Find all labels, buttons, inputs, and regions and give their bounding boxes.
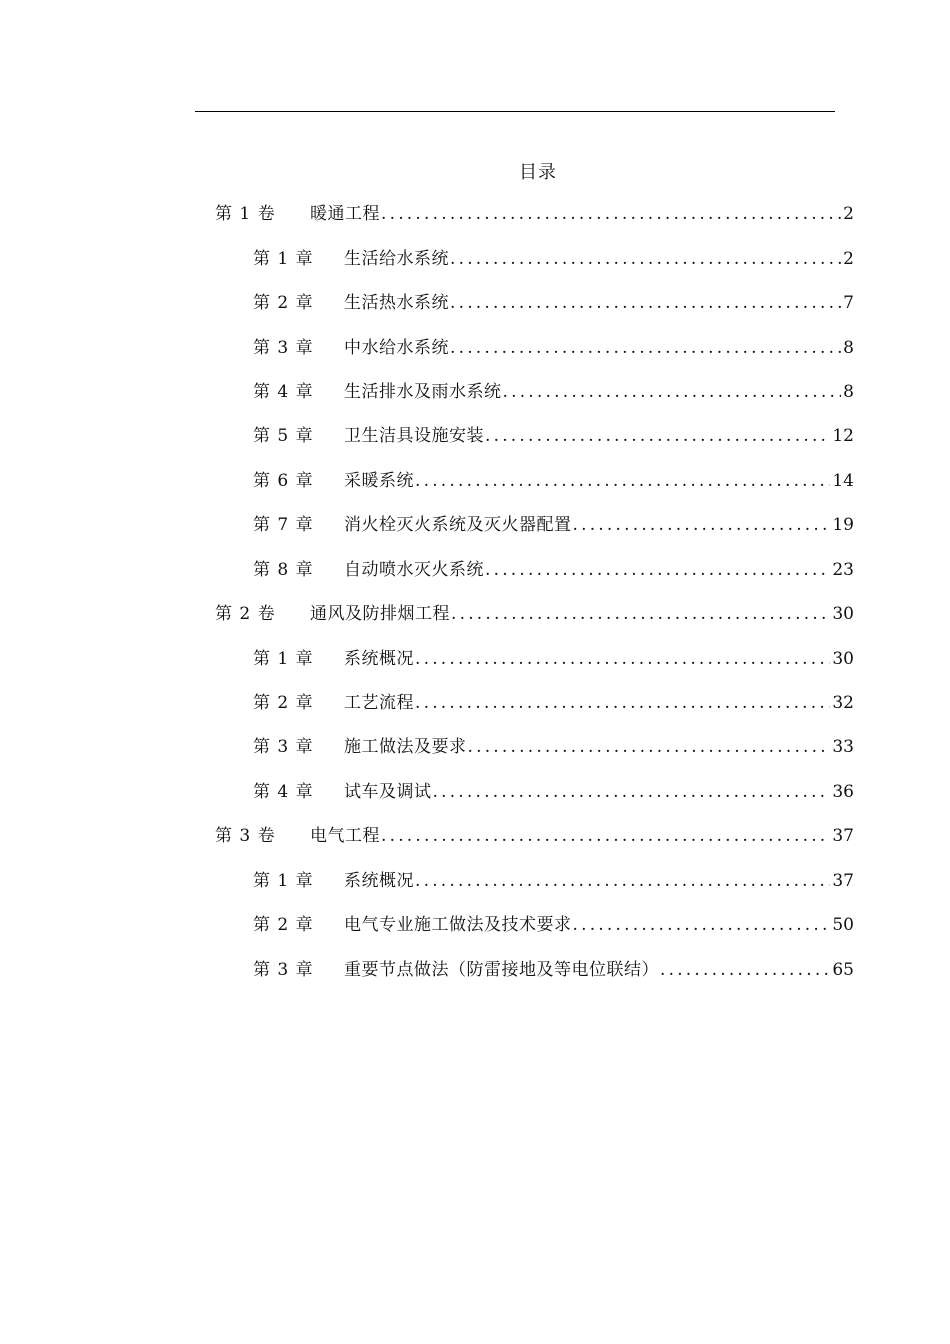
toc-entry-number: 第 2 章 [253,915,314,935]
dot-leader [380,202,841,226]
toc-entry-page: 33 [832,737,854,757]
toc-entry-title: 通风及防排烟工程 [310,604,450,624]
toc-entry-page: 37 [832,871,854,891]
toc-entry-title: 自动喷水灭火系统 [344,560,484,580]
toc-entry-title: 系统概况 [344,871,414,891]
toc-entry-title: 重要节点做法（防雷接地及等电位联结） [344,960,659,980]
toc-entry-page: 32 [832,693,854,713]
toc-entry-title: 系统概况 [344,649,414,669]
toc-entry-page: 2 [843,204,854,224]
toc-entry-number: 第 3 章 [253,338,314,358]
toc-entry-chapter[interactable] [253,291,854,315]
toc-entry-number: 第 2 卷 [215,604,276,624]
toc-entry-chapter[interactable] [253,691,854,715]
toc-entry-number: 第 5 章 [253,426,314,446]
toc-entry-page: 2 [843,249,854,269]
toc-entry-page: 12 [832,426,854,446]
toc-entry-number: 第 1 章 [253,871,314,891]
toc-entry-chapter[interactable] [253,380,854,404]
toc-entry-page: 14 [832,471,854,491]
toc-entry-page: 8 [843,382,854,402]
toc-entry-title: 生活排水及雨水系统 [344,382,502,402]
toc-entry-title: 卫生洁具设施安装 [344,426,484,446]
dot-leader [449,247,841,271]
toc-title: 目录 [519,162,557,183]
toc-entry-page: 30 [832,604,854,624]
toc-entry-volume[interactable] [215,824,854,848]
toc-entry-number: 第 6 章 [253,471,314,491]
dot-leader [484,424,830,448]
dot-leader [449,336,841,360]
toc-entry-page: 50 [832,915,854,935]
toc-entry-chapter[interactable] [253,958,854,982]
toc-entry-volume[interactable] [215,602,854,626]
dot-leader [484,558,830,582]
toc-entry-page: 7 [843,293,854,313]
dot-leader [467,735,831,759]
toc-entry-chapter[interactable] [253,647,854,671]
toc-entry-page: 36 [832,782,854,802]
toc-entry-number: 第 3 章 [253,737,314,757]
dot-leader [432,780,831,804]
toc-entry-chapter[interactable] [253,913,854,937]
toc-entry-title: 电气工程 [310,826,380,846]
toc-entry-page: 19 [832,515,854,535]
dot-leader [572,913,831,937]
toc-entry-chapter[interactable] [253,336,854,360]
toc-entry-title: 中水给水系统 [344,338,449,358]
toc-entry-chapter[interactable] [253,869,854,893]
toc-entry-chapter[interactable] [253,780,854,804]
toc-entry-number: 第 1 章 [253,249,314,269]
toc-entry-chapter[interactable] [253,424,854,448]
toc-entry-title: 生活给水系统 [344,249,449,269]
toc-entry-title: 工艺流程 [344,693,414,713]
toc-entry-title: 暖通工程 [310,204,380,224]
toc-entry-number: 第 3 章 [253,960,314,980]
dot-leader [502,380,842,404]
dot-leader [414,869,830,893]
toc-entry-page: 23 [832,560,854,580]
toc-entry-title: 消火栓灭火系统及灭火器配置 [344,515,572,535]
dot-leader [414,691,830,715]
toc-entry-page: 8 [843,338,854,358]
dot-leader [572,513,831,537]
toc-entry-number: 第 4 章 [253,782,314,802]
toc-entry-chapter[interactable] [253,247,854,271]
toc-entry-number: 第 2 章 [253,293,314,313]
dot-leader [450,602,830,626]
toc-entry-number: 第 1 章 [253,649,314,669]
toc-entry-page: 37 [832,826,854,846]
toc-entry-number: 第 8 章 [253,560,314,580]
dot-leader [449,291,841,315]
toc-entry-number: 第 2 章 [253,693,314,713]
toc-entry-number: 第 4 章 [253,382,314,402]
toc-entry-chapter[interactable] [253,558,854,582]
toc-entry-chapter[interactable] [253,513,854,537]
dot-leader [414,647,830,671]
toc-entry-number: 第 7 章 [253,515,314,535]
dot-leader [380,824,830,848]
toc-entry-number: 第 3 卷 [215,826,276,846]
toc-entry-title: 施工做法及要求 [344,737,467,757]
toc-entry-chapter[interactable] [253,735,854,759]
toc-entry-title: 生活热水系统 [344,293,449,313]
header-rule [195,111,835,112]
toc-entry-volume[interactable] [215,202,854,226]
toc-entry-page: 30 [832,649,854,669]
toc-entry-title: 试车及调试 [344,782,432,802]
toc-entry-title: 采暖系统 [344,471,414,491]
toc-entry-chapter[interactable] [253,469,854,493]
toc-entry-number: 第 1 卷 [215,204,276,224]
dot-leader [659,958,830,982]
toc-entry-title: 电气专业施工做法及技术要求 [344,915,572,935]
toc-entry-page: 65 [832,960,854,980]
dot-leader [414,469,830,493]
